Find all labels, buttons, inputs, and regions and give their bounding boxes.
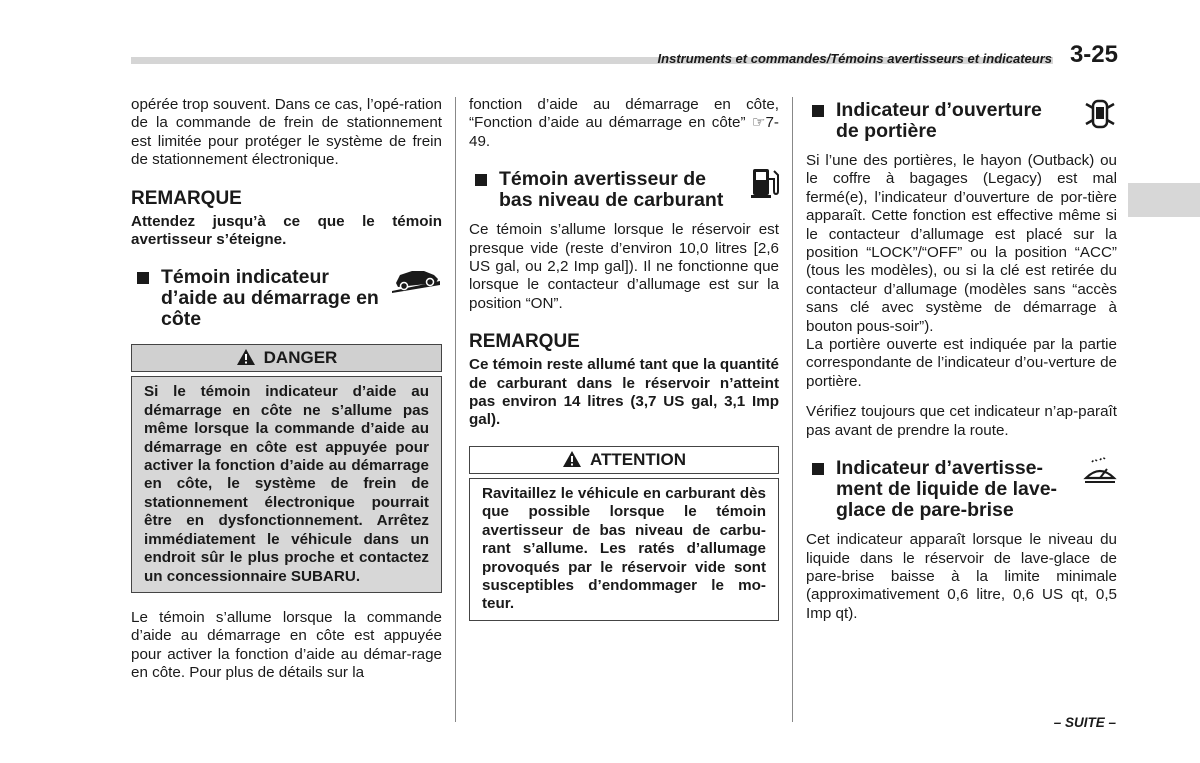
page-number: 3-25 bbox=[1069, 41, 1118, 68]
section-bullet bbox=[475, 174, 487, 186]
danger-header: DANGER bbox=[131, 344, 442, 372]
remark-text: Ce témoin reste allumé tant que la quantité de carburant dans le réservoir n’atteint pas environ 14 litres (3,7 US gal, 3,1 Imp gal). bbox=[469, 356, 779, 429]
remark-text: Attendez jusqu’à ce que le témoin avertisseur s’éteigne. bbox=[131, 212, 442, 249]
column-divider bbox=[455, 97, 456, 722]
section-bullet bbox=[812, 105, 824, 117]
section-hill-start bbox=[131, 267, 442, 330]
section-door-open bbox=[806, 100, 1117, 142]
section-washer-fluid bbox=[806, 458, 1117, 521]
door-open-icon bbox=[1083, 98, 1117, 135]
chapter-tab bbox=[1128, 183, 1200, 217]
remark-heading: REMARQUE bbox=[469, 331, 580, 353]
section-bullet bbox=[812, 463, 824, 475]
danger-box bbox=[131, 376, 442, 592]
paragraph: Le témoin s’allume lorsque la commande d’aide au démarrage en côte est appuyée pour activer la fonction d’aide au démar-rage en côte. Pour plus de détails sur la bbox=[131, 608, 442, 682]
remark-heading: REMARQUE bbox=[131, 187, 242, 209]
hill-start-car-icon bbox=[390, 265, 442, 298]
danger-text: Si le témoin indicateur d’aide au démarrage en côte ne s’allume pas même lorsque la commande d’aide au démarrage en côte est appuyée pour activer la fonction d’aide au démarrage en côte, le système de frein de stationnement électronique pourrait être en dysfonctionnement. Arrêtez immédiatement le véhicule dans un endroit sûr le plus proche et contactez un concessionnaire SUBARU. bbox=[144, 383, 429, 585]
continued-label: – SUITE – bbox=[1053, 715, 1116, 730]
attention-box bbox=[469, 478, 779, 621]
column-divider bbox=[792, 97, 793, 722]
paragraph: Vérifiez toujours que cet indicateur n’ap-paraît pas avant de prendre la route. bbox=[806, 403, 1117, 439]
attention-header: ATTENTION bbox=[469, 446, 779, 474]
paragraph: fonction d’aide au démarrage en côte, “Fonction d’aide au démarrage en côte” ☞7-49. bbox=[469, 96, 779, 150]
header-title: Instruments et commandes/Témoins avertisseurs et indicateurs bbox=[657, 51, 1052, 66]
washer-fluid-icon bbox=[1083, 456, 1117, 491]
section-title: Témoin indicateur d’aide au démarrage en côte bbox=[161, 266, 379, 331]
column-1 bbox=[131, 96, 442, 683]
column-3 bbox=[806, 96, 1117, 623]
fuel-pump-icon bbox=[751, 167, 779, 204]
section-low-fuel bbox=[469, 169, 779, 211]
paragraph: Si l’une des portières, le hayon (Outback) ou le coffre à bagages (Legacy) est mal fermé(e), l’indicateur d’ouverture de por-tière apparaît. Cette fonction est effective même si le contacteur d’allumage est placé sur la position “LOCK”/“OFF” ou la position “ACC” (tous les modèles), ou si la clé est retirée du contacteur d’allumage (modèles sans “accès sans clé avec système de démarrage à bouton pous-soir”). bbox=[806, 152, 1117, 335]
paragraph: La portière ouverte est indiquée par la partie correspondante de l’indicateur d’ou-verture de portière. bbox=[806, 336, 1117, 390]
paragraph: opérée trop souvent. Dans ce cas, l’opé-ration de la commande de frein de stationnement est limitée pour protéger le système de frein de stationnement électronique. bbox=[131, 96, 442, 169]
section-title: Témoin avertisseur de bas niveau de carburant bbox=[499, 168, 724, 212]
attention-text: Ravitaillez le véhicule en carburant dès que possible lorsque le témoin avertisseur de bas niveau de carbu-rant s’allume. Les ratés d’allumage provoqués par le réservoir vide sont susceptibles d’endommager le mo-teur. bbox=[482, 484, 766, 613]
section-bullet bbox=[137, 272, 149, 284]
section-title: Indicateur d’ouverture de portière bbox=[836, 99, 1042, 142]
warning-triangle-icon bbox=[236, 348, 256, 374]
paragraph: Cet indicateur apparaît lorsque le niveau du liquide dans le réservoir de lave-glace de pare-brise baisse à la limite minimale (approximativement 0,6 litre, 0,6 US qt, 0,5 Imp qt). bbox=[806, 531, 1117, 622]
column-2 bbox=[469, 96, 779, 621]
section-title: Indicateur d’avertisse- ment de liquide de lave- glace de pare-brise bbox=[836, 457, 1058, 522]
paragraph: Ce témoin s’allume lorsque le réservoir est presque vide (reste d’environ 10,0 litres [2,6 US gal, ou 2,2 Imp gal]). Il ne fonctionne que lorsque le contacteur d’allumage est sur la position “ON”. bbox=[469, 221, 779, 312]
warning-triangle-icon bbox=[562, 450, 582, 476]
